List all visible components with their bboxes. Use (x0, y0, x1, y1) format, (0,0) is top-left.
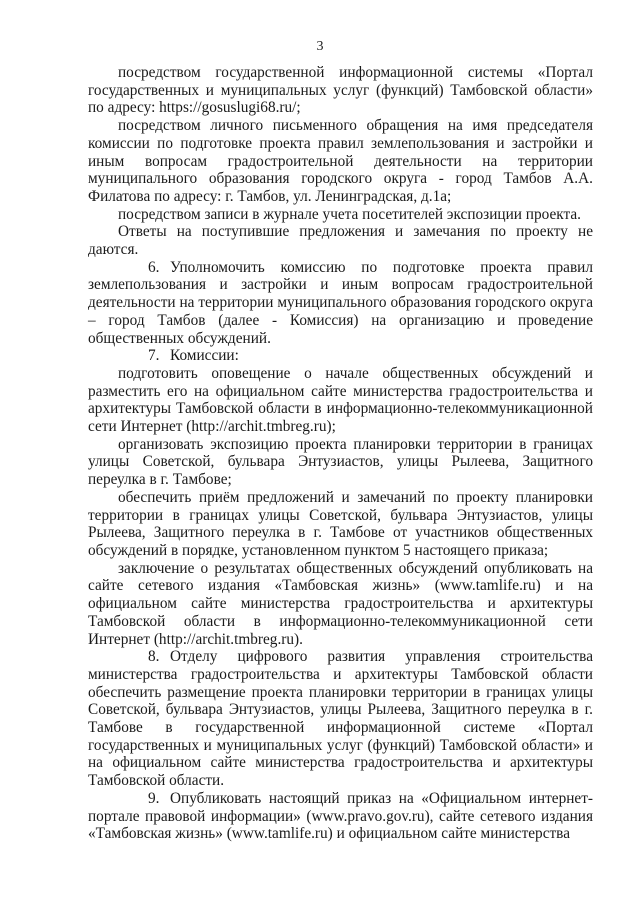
paragraph-publish-conclusion: заключение о результатах общественных обсуждений опубликовать на сайте сетевого издания «Тамбовская жизнь» (www.tamlife.ru) и на официальном сайте министерства градостроительства и архитектуры Тамбовской области в информационно-телекоммуникационной сети Интернет (http://archit.tmbreg.ru). (88, 559, 593, 648)
page-number: 3 (316, 39, 324, 54)
clause-6 (88, 259, 593, 348)
clause-8 (88, 648, 593, 790)
clause-8-number: 8. (148, 648, 160, 666)
clause-9 (88, 790, 593, 843)
paragraph-accept-proposals: обеспечить приём предложений и замечаний по проекту планировки территории в границах улицы Советской, бульвара Энтузиастов, улицы Рылеева, Защитного переулка в г. Тамбове от участников общественных обсуждений в порядке, установленном пунктом 5 настоящего приказа; (88, 488, 593, 559)
clause-8-text: Отделу цифрового развития управления строительства министерства градостроительства и архитектуры Тамбовской области обеспечить размещение проекта планировки территории в границах улицы Советской, бульвара Энтузиастов, улицы Рылеева, Защитного переулка в г. Тамбове в государственной информационной системе «Портал государственных и муниципальных услуг (функций) Тамбовской области» и на официальном сайте министерства градостроительства и архитектуры Тамбовской области. (88, 648, 593, 790)
clause-9-text: Опубликовать настоящий приказ на «Официальном интернет-портале правовой информации» (www.pravo.gov.ru), сайте сетевого издания «Тамбовская жизнь» (www.tamlife.ru) и официальном сайте министерства (88, 789, 593, 843)
paragraph-portal-submission: посредством государственной информационной системы «Портал государственных и муниципальных услуг (функций) Тамбовской области» по адресу: https://gosuslugi68.ru/; (88, 64, 593, 117)
paragraph-prepare-notice: подготовить оповещение о начале общественных обсуждений и разместить его на официальном сайте министерства градостроительства и архитектуры Тамбовской области в информационно-телекоммуникационной сети Интернет (http://archit.tmbreg.ru); (88, 364, 593, 436)
document-body (88, 64, 593, 843)
clause-6-text: Уполномочить комиссию по подготовке проекта правил землепользования и застройки и иным вопросам градостроительной деятельности на территории муниципального образования городского округа – город Тамбов (далее - Комиссия) на организацию и проведение общественных обсуждений. (88, 258, 593, 347)
paragraph-visitor-log: посредством записи в журнале учета посетителей экспозиции проекта. (118, 205, 581, 223)
paragraph-no-replies: Ответы на поступившие предложения и замечания по проекту не даются. (88, 223, 593, 259)
clause-7-number: 7. (148, 347, 160, 365)
clause-9-number: 9. (148, 789, 160, 807)
clause-7 (88, 347, 593, 365)
clause-6-number: 6. (148, 258, 160, 276)
paragraph-written-appeal: посредством личного письменного обращения на имя председателя комиссии по подготовке проекта правил землепользования и застройки и иным вопросам градостроительной деятельности на территории муниципального образования городского округа - город Тамбов А.А. Филатова по адресу: г. Тамбов, ул. Ленинградская, д.1а; (88, 117, 593, 205)
paragraph-organize-exposition: организовать экспозицию проекта планировки территории в границах улицы Советской, бульвара Энтузиастов, улицы Рылеева, Защитного переулка в г. Тамбове; (88, 435, 593, 489)
clause-7-text: Комиссии: (170, 347, 239, 365)
